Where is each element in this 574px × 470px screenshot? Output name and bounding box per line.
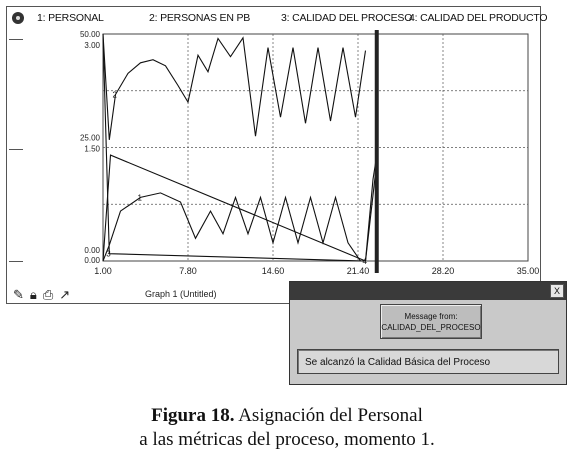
close-button[interactable]: X [550,284,564,298]
message-dialog [289,281,567,385]
message-from-button[interactable] [380,304,482,339]
y-axis-label: 1.50 [84,144,100,154]
y-axis-label: 50.00 [79,30,100,39]
caption-text-line1: Asignación del Personal [234,405,423,426]
y-axis-label: 3.00 [84,41,100,50]
figure-caption [0,404,574,452]
y-axis-label: 25.00 [79,133,100,143]
series-marker-1: 1 [137,193,142,203]
message-from-label: Message from: [404,311,458,321]
graph-toolbar [13,285,70,303]
caption-label: Figura 18. [151,405,235,426]
x-tick-label: 1.00 [94,266,112,276]
series-line-4 [103,151,378,261]
x-tick-label: 35.00 [516,266,540,276]
legend-series-3[interactable]: 3: CALIDAD DEL PROCESO [281,12,413,24]
legend-series-1[interactable]: 1: PERSONAL [37,12,104,24]
series-line-1 [103,193,361,261]
y-axis-label: 0.00 [84,256,100,265]
x-tick-label: 28.20 [431,266,455,276]
legend-series-4[interactable]: 4: CALIDAD DEL PRODUCTO [409,12,548,24]
caption-text-line2: a las métricas del proceso, momento 1. [139,429,435,450]
message-text: Se alcanzó la Calidad Básica del Proceso [297,349,559,374]
message-source-label: CALIDAD_DEL_PROCESO [381,322,481,332]
chart-area [7,7,542,305]
lock-icon[interactable]: 🔒︎ [29,286,37,302]
print-icon[interactable]: ⎙ [42,286,54,302]
series-marker-2: 2 [112,90,117,100]
graph-title: Graph 1 (Untitled) [145,289,217,299]
x-tick-label: 21.40 [346,266,370,276]
legend-series-2[interactable]: 2: PERSONAS EN PB [149,12,251,24]
graph-window [6,6,548,304]
pencil-icon[interactable]: ✎ [13,286,24,302]
series-marker-4: 4 [362,257,367,266]
series-line-2 [103,34,366,140]
pin-icon[interactable]: ↗ [59,286,71,302]
x-tick-label: 7.80 [179,266,197,276]
y-axis-label: 0.00 [84,246,100,255]
dialog-titlebar[interactable] [290,282,566,300]
series-marker-3: 3 [106,249,111,259]
x-tick-label: 14.60 [261,266,285,276]
